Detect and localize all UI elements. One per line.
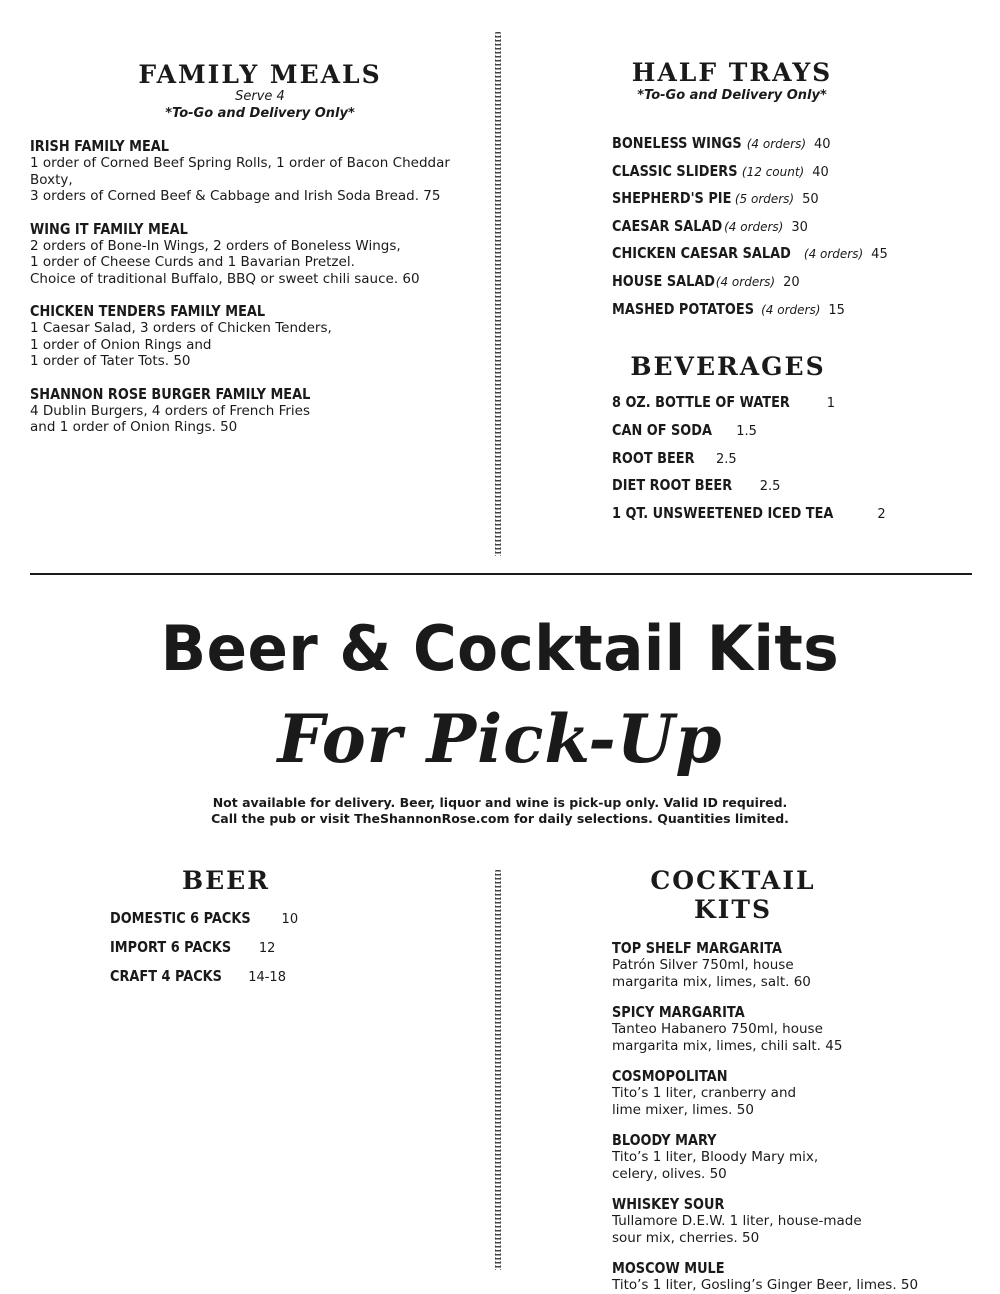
cocktail-desc-line: sour mix, cherries. 50: [612, 1229, 760, 1246]
beer-name: DOMESTIC 6 PACKS: [110, 909, 251, 927]
list-item: [110, 909, 410, 938]
tray-note: (4 orders): [746, 137, 807, 151]
list-item: [612, 504, 992, 532]
tray-name: CAESAR SALAD: [612, 216, 723, 235]
cocktail-desc-line: celery, olives. 50: [612, 1165, 727, 1182]
meal-name: WING IT FAMILY MEAL: [30, 219, 188, 238]
beverage-name: 8 OZ. BOTTLE OF WATER: [612, 393, 790, 411]
tray-name: SHEPHERD'S PIE: [612, 189, 732, 208]
beer-section: [110, 866, 410, 996]
family-meals-section: [30, 60, 490, 436]
list-item: [110, 967, 410, 996]
meal-desc-line: 1 order of Corned Beef Spring Rolls, 1 order of Bacon Cheddar Boxty,: [30, 155, 450, 188]
cocktail-item: [612, 1066, 992, 1118]
meal-desc-line: 1 order of Onion Rings and: [30, 336, 212, 353]
list-item: [612, 421, 992, 449]
cocktail-name: WHISKEY SOUR: [612, 1195, 725, 1213]
list-item: [612, 272, 992, 300]
tray-price: 30: [791, 219, 808, 235]
meal-desc-line: 1 order of Tater Tots. 50: [30, 353, 191, 369]
tray-note: (12 count): [741, 164, 805, 179]
list-item: [612, 217, 992, 245]
half-trays-title: HALF TRAYS: [631, 58, 833, 87]
family-meals-serves: Serve 4: [235, 89, 285, 104]
meal-desc-line: 2 orders of Bone-In Wings, 2 orders of Boneless Wings,: [30, 237, 401, 254]
cocktail-item: [612, 1002, 992, 1054]
cocktail-desc-line: Patrón Silver 750ml, house: [612, 957, 794, 973]
cocktail-desc-line: Tito’s 1 liter, Bloody Mary mix,: [612, 1149, 819, 1165]
tray-note: (4 orders): [761, 302, 821, 317]
cocktail-desc-line: Tito’s 1 liter, Gosling’s Ginger Beer, limes. 50: [612, 1277, 919, 1293]
meal-name: CHICKEN TENDERS FAMILY MEAL: [30, 302, 266, 320]
list-item: [612, 393, 992, 421]
tray-note: (4 orders): [803, 247, 864, 262]
cocktail-item: [612, 1194, 992, 1246]
beer-name: IMPORT 6 PACKS: [110, 938, 232, 956]
list-item: [612, 244, 992, 272]
half-trays-list: [612, 134, 992, 327]
list-item: [612, 449, 992, 477]
meal-desc-line: and 1 order of Onion Rings. 50: [30, 419, 238, 435]
cocktail-name: MOSCOW MULE: [612, 1259, 725, 1277]
meal-desc-line: 3 orders of Corned Beef & Cabbage and Irish Soda Bread. 75: [30, 188, 441, 204]
beer-price: 14-18: [248, 970, 286, 985]
beverage-name: DIET ROOT BEER: [612, 476, 733, 495]
cocktail-item: [612, 938, 992, 990]
cocktail-item: [612, 1130, 992, 1182]
list-item: [612, 162, 992, 190]
meal-desc-line: 1 Caesar Salad, 3 orders of Chicken Tenders,: [30, 320, 332, 336]
beer-price: 12: [258, 941, 276, 956]
tray-price: 20: [783, 274, 800, 290]
cocktail-desc-line: Tanteo Habanero 750ml, house: [612, 1021, 823, 1037]
horizontal-divider: [30, 573, 972, 575]
tray-name: BONELESS WINGS: [612, 134, 742, 152]
tray-price: 50: [802, 192, 819, 208]
beverage-price: 2.5: [715, 451, 737, 467]
vertical-divider-bottom: [495, 870, 501, 1270]
family-meal-item: [30, 301, 490, 370]
beer-name: CRAFT 4 PACKS: [110, 967, 222, 985]
list-item: [110, 938, 410, 967]
family-meals-note: *To-Go and Delivery Only*: [165, 106, 355, 121]
beverage-price: 2.5: [759, 479, 781, 495]
cocktail-desc-line: margarita mix, limes, chili salt. 45: [612, 1037, 843, 1054]
cocktail-desc-line: margarita mix, limes, salt. 60: [612, 973, 811, 990]
meal-name: SHANNON ROSE BURGER FAMILY MEAL: [30, 384, 311, 403]
half-trays-note: *To-Go and Delivery Only*: [637, 88, 827, 103]
cocktail-name: TOP SHELF MARGARITA: [612, 939, 782, 957]
tray-name: MASHED POTATOES: [612, 299, 754, 318]
beverages-section: [612, 352, 992, 532]
cocktail-name: BLOODY MARY: [612, 1131, 717, 1149]
tray-name: CHICKEN CAESAR SALAD: [612, 244, 791, 263]
family-meal-item: [30, 384, 490, 436]
tray-price: 40: [812, 164, 829, 180]
meal-name: IRISH FAMILY MEAL: [30, 137, 169, 155]
list-item: [612, 134, 992, 162]
beverages-list: [612, 393, 992, 532]
tray-name: CLASSIC SLIDERS: [612, 161, 738, 180]
beer-title: BEER: [181, 866, 271, 895]
list-item: [612, 189, 992, 217]
half-trays-section: [612, 58, 992, 327]
cocktail-name: COSMOPOLITAN: [612, 1067, 728, 1085]
tray-price: 45: [871, 247, 888, 263]
family-meals-title: FAMILY MEALS: [138, 60, 382, 89]
beverage-price: 1.5: [736, 423, 757, 439]
beverage-price: 1: [826, 396, 836, 411]
vertical-divider-top: [495, 32, 501, 556]
family-meal-item: [30, 136, 490, 205]
list-item: [612, 300, 992, 328]
kits-title: Beer & Cocktail Kits: [160, 612, 840, 685]
cocktail-desc-line: lime mixer, limes. 50: [612, 1101, 754, 1118]
tray-name: HOUSE SALAD: [612, 271, 716, 290]
tray-note: (4 orders): [724, 219, 784, 234]
kits-subtitle: For Pick-Up: [277, 700, 723, 778]
beverage-name: ROOT BEER: [612, 448, 695, 467]
beverage-name: 1 QT. UNSWEETENED ICED TEA: [612, 504, 834, 523]
beverage-name: CAN OF SODA: [612, 420, 712, 439]
list-item: [612, 476, 992, 504]
meal-desc-line: 4 Dublin Burgers, 4 orders of French Fries: [30, 402, 311, 419]
beer-price: 10: [281, 912, 299, 927]
notice-line: Call the pub or visit TheShannonRose.com for daily selections. Quantities limited.: [211, 811, 789, 826]
family-meal-item: [30, 219, 490, 288]
beverage-price: 2: [877, 507, 886, 523]
cocktail-kits-title: COCKTAIL KITS: [650, 866, 816, 924]
cocktail-desc-line: Tito’s 1 liter, cranberry and: [612, 1085, 797, 1101]
notice-line: Not available for delivery. Beer, liquor and wine is pick-up only. Valid ID required.: [212, 795, 788, 810]
tray-price: 40: [814, 137, 831, 152]
tray-note: (4 orders): [715, 274, 776, 289]
cocktail-kits-section: [612, 866, 992, 1294]
beverages-title: BEVERAGES: [630, 352, 826, 381]
beer-list: [110, 909, 410, 996]
cocktail-name: SPICY MARGARITA: [612, 1003, 745, 1021]
meal-desc-line: 1 order of Cheese Curds and 1 Bavarian Pretzel.: [30, 254, 355, 270]
tray-note: (5 orders): [734, 192, 795, 207]
tray-price: 15: [828, 302, 845, 318]
cocktail-desc-line: Tullamore D.E.W. 1 liter, house-made: [612, 1213, 862, 1229]
cocktail-item: [612, 1258, 992, 1294]
meal-desc-line: Choice of traditional Buffalo, BBQ or sweet chili sauce. 60: [30, 270, 420, 287]
kits-notice: [0, 795, 1000, 827]
